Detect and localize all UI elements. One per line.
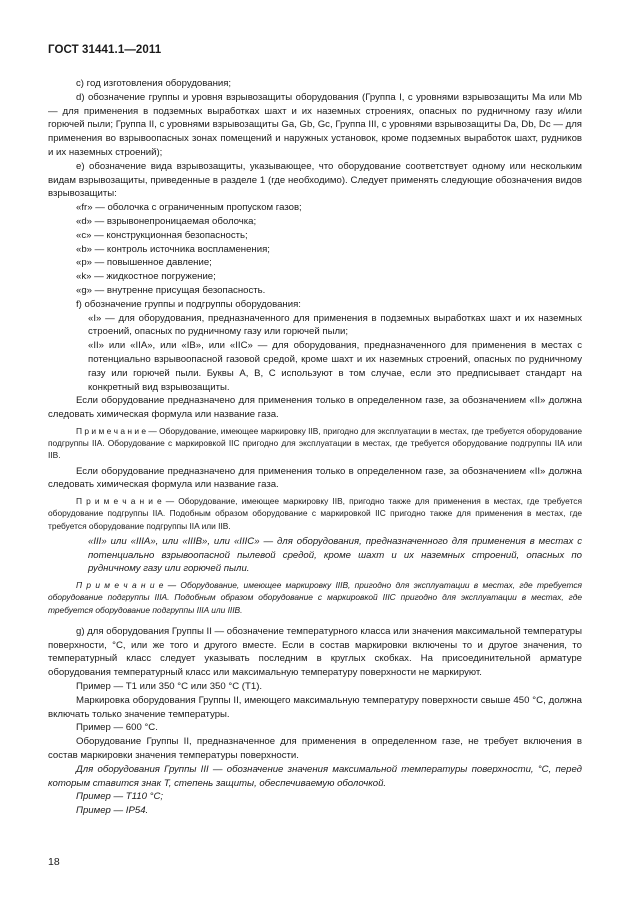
- list-item: «k» — жидкостное погружение;: [76, 271, 216, 283]
- note: П р и м е ч а н и е — Оборудование, имеющее маркировку IIB, пригодно также для применения в местах, где требуется оборудование подгруппы IIA. Подобным образом оборудование с маркировкой IIC пригодно также для применения в местах, где требуется оборудование подгруппы IIA или IIB.: [48, 496, 582, 531]
- paragraph: Если оборудование предназначено для применения только в определенном газе, за обозначением «II» должна следовать химическая формула или название газа.: [48, 465, 582, 491]
- paragraph: Оборудование Группы II, предназначенное для применения в определенном газе, не требует включения в состав маркировки значения температуры поверхности.: [48, 736, 582, 761]
- list-item: «g» — внутренне присущая безопасность.: [76, 284, 266, 296]
- list-item: «fr» — оболочка с ограниченным пропуском газов;: [76, 202, 302, 214]
- paragraph: Если оборудование предназначено для применения только в определенном газе, за обозначением «II» должна следовать химическая формула или название газа.: [48, 395, 582, 421]
- paragraph: d) обозначение группы и уровня взрывозащиты оборудования (Группа I, с уровнями взрывозащиты Ма или Мb — для применения в подземных выработках шахт и их наземных строениях, опасных по рудничному газу и/или горючей пыли; Группа II, с уровнями взрывозащиты Ga, Gb, Gc, Группа III, с уровнями взрывозащиты Da, Db, Dc — для применения во взрывоопасных зонах помещений и наружных установок, кроме подземных выработок шахт, рудников и их наземных строений);: [48, 91, 582, 158]
- paragraph: «II» или «IIA», или «IB», или «IIC» — для оборудования, предназначенного для применения в местах с потенциально взрывоопасной газовой средой, кроме шахт и их наземных строений, опасных по рудничному газу или горючей пыли. Буквы А, В, С используют в том случае, если это предписывает стандарт на конкретный вид взрывозащиты.: [88, 340, 582, 393]
- list-item: «d» — взрывонепроницаемая оболочка;: [76, 215, 257, 227]
- list-item: «p» — повышенное давление;: [76, 257, 212, 269]
- example: Пример — 600 °C.: [76, 722, 158, 734]
- paragraph: Для оборудования Группы III — обозначение значения максимальной температуры поверхности, °C, перед которым ставится знак T, степень защиты, обеспечиваемую оболочкой.: [48, 763, 582, 789]
- paragraph: «III» или «IIIA», или «IIIB», или «IIIC» — для оборудования, предназначенного для применения в местах с потенциально взрывоопасной пылевой средой, кроме шахт и их наземных строений, опасных по рудничному газу или горючей пыли.: [88, 535, 582, 575]
- note: П р и м е ч а н и е — Оборудование, имеющее маркировку IIB, пригодно для эксплуатации в местах, где требуется оборудование подгруппы IIA. Оборудование с маркировкой IIC пригодно для эксплуатации в местах, где требуется оборудование подгруппы IIA или IIB.: [48, 425, 582, 461]
- paragraph: g) для оборудования Группы II — обозначение температурного класса или значения максимальной температуры поверхности, °C, или же того и другого вместе. Если в состав маркировки включены то и другое значения, то температурный класс следует указывать последним в круглых скобках. На присоединительной арматуре оборудования температурный класс или максимальную температуру поверхности не маркируют.: [48, 625, 583, 679]
- paragraph: Маркировка оборудования Группы II, имеющего максимальную температуру поверхности свыше 450 °C, должна включать только значение температуры.: [48, 694, 582, 720]
- list-item: «c» — конструкционная безопасность;: [76, 229, 248, 241]
- paragraph: c) год изготовления оборудования;: [76, 78, 232, 89]
- example: Пример — IP54.: [76, 805, 149, 817]
- note: П р и м е ч а н и е — Оборудование, имеющее маркировку IIIB, пригодно для эксплуатации в местах, где требуется оборудование подгруппы IIIA. Подобным образом оборудование с маркировкой IIIC пригодно для эксплуатации в местах, где требуется оборудование подгруппы IIIA или IIIB.: [48, 580, 582, 615]
- paragraph: «I» — для оборудования, предназначенного для применения в подземных выработках шахт и их наземных строений, опасных по рудничному газу или горючей пыли;: [88, 312, 582, 338]
- paragraph: f) обозначение группы и подгруппы оборудования:: [76, 298, 301, 310]
- document-header: ГОСТ 31441.1—2011: [48, 44, 162, 56]
- paragraph: e) обозначение вида взрывозащиты, указывающее, что оборудование соответствует одному или нескольким видам взрывозащиты, приведенные в разделе 1 (где необходимо). Следует применять следующие обозначения видов взрывозащиты:: [48, 160, 582, 200]
- example: Пример — T1 или 350 °C или 350 °C (T1).: [76, 680, 263, 692]
- example: Пример — T110 °C;: [76, 791, 164, 803]
- list-item: «b» — контроль источника воспламенения;: [76, 243, 270, 255]
- document-body: [48, 77, 582, 818]
- page-number: 18: [48, 856, 60, 868]
